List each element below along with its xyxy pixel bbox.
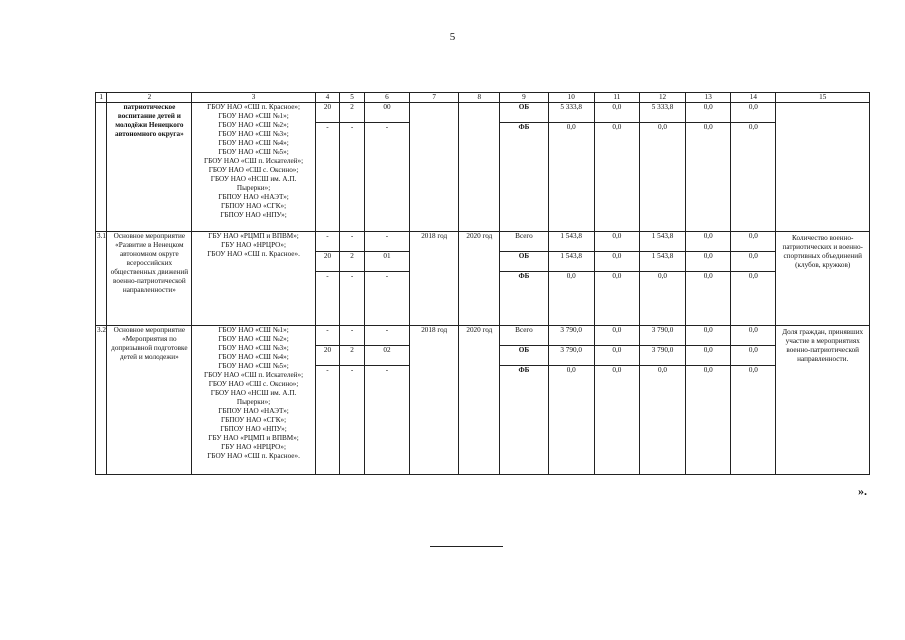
amount-cell: 0,0 bbox=[686, 232, 731, 252]
code-cell: 2 bbox=[340, 346, 365, 366]
amount-cell: 1 543,8 bbox=[639, 232, 685, 252]
start-year bbox=[410, 103, 459, 232]
amount-cell: 0,0 bbox=[639, 123, 685, 232]
amount-cell: 0,0 bbox=[548, 123, 594, 232]
col-header: 1 bbox=[96, 93, 107, 103]
amount-cell: 0,0 bbox=[639, 366, 685, 475]
amount-cell: 3 790,0 bbox=[639, 326, 685, 346]
amount-cell: 0,0 bbox=[548, 366, 594, 475]
row-number: 3.2 bbox=[96, 326, 107, 475]
amount-cell: 0,0 bbox=[686, 252, 731, 272]
table-row bbox=[96, 232, 870, 252]
amount-cell: 0,0 bbox=[731, 123, 776, 232]
amount-cell: 0,0 bbox=[594, 232, 639, 252]
amount-cell: 0,0 bbox=[731, 346, 776, 366]
amount-cell: 0,0 bbox=[594, 326, 639, 346]
code-cell: - bbox=[340, 272, 365, 326]
table-row bbox=[96, 103, 870, 123]
amount-cell: 0,0 bbox=[548, 272, 594, 326]
amount-cell: 3 790,0 bbox=[548, 346, 594, 366]
indicator: Доля граждан, принявших участие в мероприятиях военно-патриотической направленности. bbox=[776, 326, 870, 475]
amount-cell: 0,0 bbox=[731, 252, 776, 272]
closing-quote: ». bbox=[858, 484, 867, 498]
col-header: 10 bbox=[548, 93, 594, 103]
funding-source: ФБ bbox=[500, 366, 548, 475]
amount-cell: 1 543,8 bbox=[548, 252, 594, 272]
start-year: 2018 год bbox=[410, 232, 459, 326]
indicator bbox=[776, 103, 870, 232]
table-row bbox=[96, 326, 870, 346]
end-year: 2020 год bbox=[459, 326, 500, 475]
code-cell: - bbox=[315, 232, 340, 252]
amount-cell: 0,0 bbox=[686, 366, 731, 475]
amount-cell: 5 333,8 bbox=[548, 103, 594, 123]
executors: ГБОУ НАО «СШ п. Красное»; ГБОУ НАО «СШ №1»; ГБОУ НАО «СШ №2»; ГБОУ НАО «СШ №3»; ГБОУ НАО «СШ №4»; ГБОУ НАО «СШ №5»; ГБОУ НАО «СШ п. Искателей»; ГБОУ НАО «СШ с. Оксино»; ГБОУ НАО «НСШ им. А.П. Пырерки»; ГБПОУ НАО «НАЭТ»; ГБПОУ НАО «СГК»; ГБПОУ НАО «НПУ»; bbox=[192, 103, 315, 232]
col-header: 8 bbox=[459, 93, 500, 103]
funding-source: Всего bbox=[500, 326, 548, 346]
col-header: 5 bbox=[340, 93, 365, 103]
amount-cell: 0,0 bbox=[731, 103, 776, 123]
code-cell: 2 bbox=[340, 252, 365, 272]
amount-cell: 0,0 bbox=[686, 103, 731, 123]
end-year bbox=[459, 103, 500, 232]
amount-cell: 0,0 bbox=[731, 326, 776, 346]
code-cell: - bbox=[364, 123, 409, 232]
funding-source: ФБ bbox=[500, 123, 548, 232]
col-header: 3 bbox=[192, 93, 315, 103]
footer-divider bbox=[430, 546, 503, 547]
col-header: 14 bbox=[731, 93, 776, 103]
amount-cell: 0,0 bbox=[594, 272, 639, 326]
code-cell: - bbox=[340, 366, 365, 475]
page-number: 5 bbox=[449, 31, 456, 43]
program-table bbox=[95, 92, 870, 475]
code-cell: - bbox=[315, 123, 340, 232]
amount-cell: 0,0 bbox=[594, 123, 639, 232]
amount-cell: 3 790,0 bbox=[548, 326, 594, 346]
code-cell: - bbox=[340, 326, 365, 346]
code-cell: 20 bbox=[315, 346, 340, 366]
col-header: 6 bbox=[364, 93, 409, 103]
executors: ГБУ НАО «РЦМП и ВПВМ»; ГБУ НАО «НРЦРО»; ГБОУ НАО «СШ п. Красное». bbox=[192, 232, 315, 326]
start-year: 2018 год bbox=[410, 326, 459, 475]
activity-name: Основное мероприятие «Развитие в Ненецком автономном округе всероссийских общественных движений военно-патриотической направленности» bbox=[107, 232, 192, 326]
code-cell: - bbox=[315, 366, 340, 475]
executors: ГБОУ НАО «СШ №1»; ГБОУ НАО «СШ №2»; ГБОУ НАО «СШ №3»; ГБОУ НАО «СШ №4»; ГБОУ НАО «СШ №5»; ГБОУ НАО «СШ п. Искателей»; ГБОУ НАО «СШ с. Оксино»; ГБОУ НАО «НСШ им. А.П. Пырерки»; ГБПОУ НАО «НАЭТ»; ГБПОУ НАО «СГК»; ГБПОУ НАО «НПУ»; ГБУ НАО «РЦМП и ВПВМ»; ГБУ НАО «НРЦРО»; ГБОУ НАО «СШ п. Красное». bbox=[192, 326, 315, 475]
col-header: 2 bbox=[107, 93, 192, 103]
code-cell: - bbox=[315, 272, 340, 326]
code-cell: - bbox=[315, 326, 340, 346]
indicator: Количество военно-патриотических и военно-спортивных объединений (клубов, кружков) bbox=[776, 232, 870, 326]
amount-cell: 0,0 bbox=[594, 103, 639, 123]
end-year: 2020 год bbox=[459, 232, 500, 326]
amount-cell: 1 543,8 bbox=[548, 232, 594, 252]
funding-source: Всего bbox=[500, 232, 548, 252]
code-cell: 00 bbox=[364, 103, 409, 123]
code-cell: - bbox=[364, 366, 409, 475]
activity-name: патриотическое воспитание детей и молодёжи Ненецкого автономного округа» bbox=[107, 103, 192, 232]
amount-cell: 0,0 bbox=[686, 346, 731, 366]
row-number: 3.1 bbox=[96, 232, 107, 326]
code-cell: - bbox=[364, 326, 409, 346]
funding-source: ОБ bbox=[500, 103, 548, 123]
code-cell: - bbox=[364, 232, 409, 252]
col-header: 7 bbox=[410, 93, 459, 103]
code-cell: 02 bbox=[364, 346, 409, 366]
amount-cell: 0,0 bbox=[731, 272, 776, 326]
code-cell: 2 bbox=[340, 103, 365, 123]
activity-name: Основное мероприятие «Мероприятия по допризывной подготовке детей и молодежи» bbox=[107, 326, 192, 475]
row-number bbox=[96, 103, 107, 232]
amount-cell: 0,0 bbox=[731, 232, 776, 252]
amount-cell: 3 790,0 bbox=[639, 346, 685, 366]
amount-cell: 0,0 bbox=[731, 366, 776, 475]
amount-cell: 1 543,8 bbox=[639, 252, 685, 272]
column-header-row bbox=[96, 93, 870, 103]
amount-cell: 0,0 bbox=[594, 346, 639, 366]
amount-cell: 0,0 bbox=[639, 272, 685, 326]
col-header: 15 bbox=[776, 93, 870, 103]
code-cell: - bbox=[340, 232, 365, 252]
code-cell: 20 bbox=[315, 252, 340, 272]
code-cell: - bbox=[340, 123, 365, 232]
code-cell: - bbox=[364, 272, 409, 326]
funding-source: ОБ bbox=[500, 252, 548, 272]
col-header: 4 bbox=[315, 93, 340, 103]
code-cell: 20 bbox=[315, 103, 340, 123]
amount-cell: 0,0 bbox=[686, 123, 731, 232]
amount-cell: 0,0 bbox=[686, 272, 731, 326]
col-header: 13 bbox=[686, 93, 731, 103]
col-header: 12 bbox=[639, 93, 685, 103]
amount-cell: 0,0 bbox=[594, 252, 639, 272]
code-cell: 01 bbox=[364, 252, 409, 272]
col-header: 11 bbox=[594, 93, 639, 103]
funding-source: ОБ bbox=[500, 346, 548, 366]
funding-source: ФБ bbox=[500, 272, 548, 326]
col-header: 9 bbox=[500, 93, 548, 103]
amount-cell: 0,0 bbox=[594, 366, 639, 475]
amount-cell: 0,0 bbox=[686, 326, 731, 346]
amount-cell: 5 333,8 bbox=[639, 103, 685, 123]
